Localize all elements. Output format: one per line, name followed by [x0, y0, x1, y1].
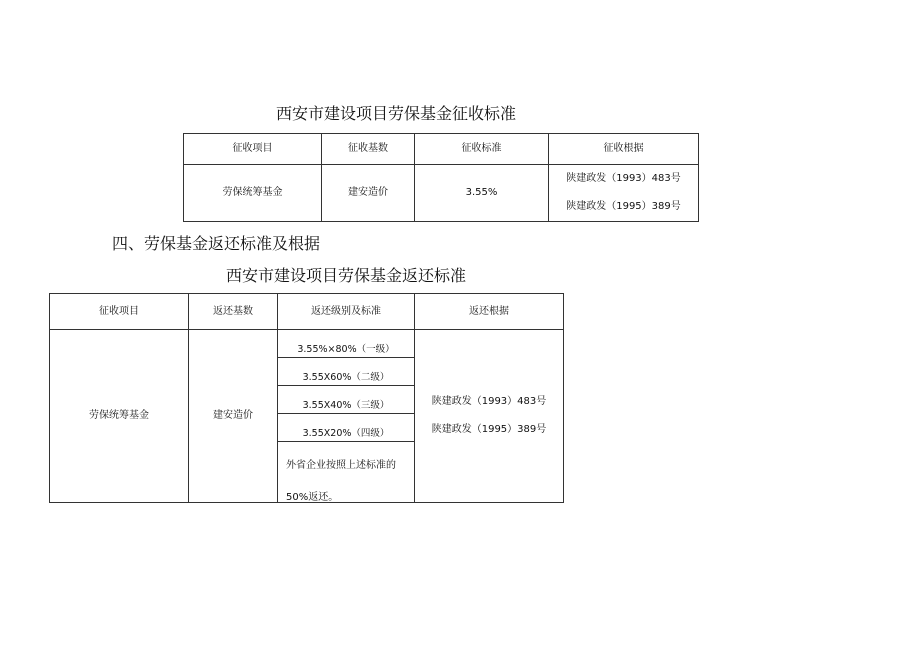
out-of-province-note: 外省企业按照上述标准的50%返还。: [286, 460, 396, 503]
refund-item-cell: 劳保统筹基金: [50, 330, 189, 503]
refund-standard-table: [49, 293, 564, 503]
basis-document: 陕建政发（1995）389号: [431, 424, 547, 435]
basis-document: 陕建政发（1995）389号: [566, 201, 681, 212]
header-cell: 返还基数: [189, 294, 278, 330]
header-cell: 返还级别及标准: [278, 294, 415, 330]
header-cell: 征收项目: [184, 134, 322, 165]
header-cell: 征收项目: [50, 294, 189, 330]
levy-item-cell: 劳保统筹基金: [184, 165, 322, 222]
header-cell: 征收根据: [549, 134, 699, 165]
refund-level: 3.55X60%（二级）: [278, 358, 414, 386]
table2-title: 西安市建设项目劳保基金返还标准: [226, 266, 467, 285]
levy-standard-table: [183, 133, 699, 222]
table-header-row: [184, 134, 699, 165]
basis-document: 陕建政发（1993）483号: [431, 396, 547, 407]
refund-base-cell: 建安造价: [189, 330, 278, 503]
table-row: [184, 165, 699, 222]
refund-level: 3.55X40%（三级）: [278, 386, 414, 414]
basis-document: 陕建政发（1993）483号: [566, 173, 681, 184]
levy-basis-cell: [549, 165, 699, 222]
section-heading: 四、劳保基金返还标准及根据: [112, 234, 321, 253]
refund-levels-cell: [278, 330, 415, 503]
refund-level: 3.55%×80%（一级）: [278, 330, 414, 358]
table1-title: 西安市建设项目劳保基金征收标准: [276, 104, 517, 123]
refund-basis-cell: [415, 330, 564, 503]
header-cell: 返还根据: [415, 294, 564, 330]
header-cell: 征收标准: [415, 134, 549, 165]
levy-rate-cell: 3.55%: [415, 165, 549, 222]
levy-base-cell: 建安造价: [322, 165, 415, 222]
table-row: [50, 330, 564, 503]
header-cell: 征收基数: [322, 134, 415, 165]
refund-level: 3.55X20%（四级）: [278, 414, 414, 442]
table-header-row: [50, 294, 564, 330]
